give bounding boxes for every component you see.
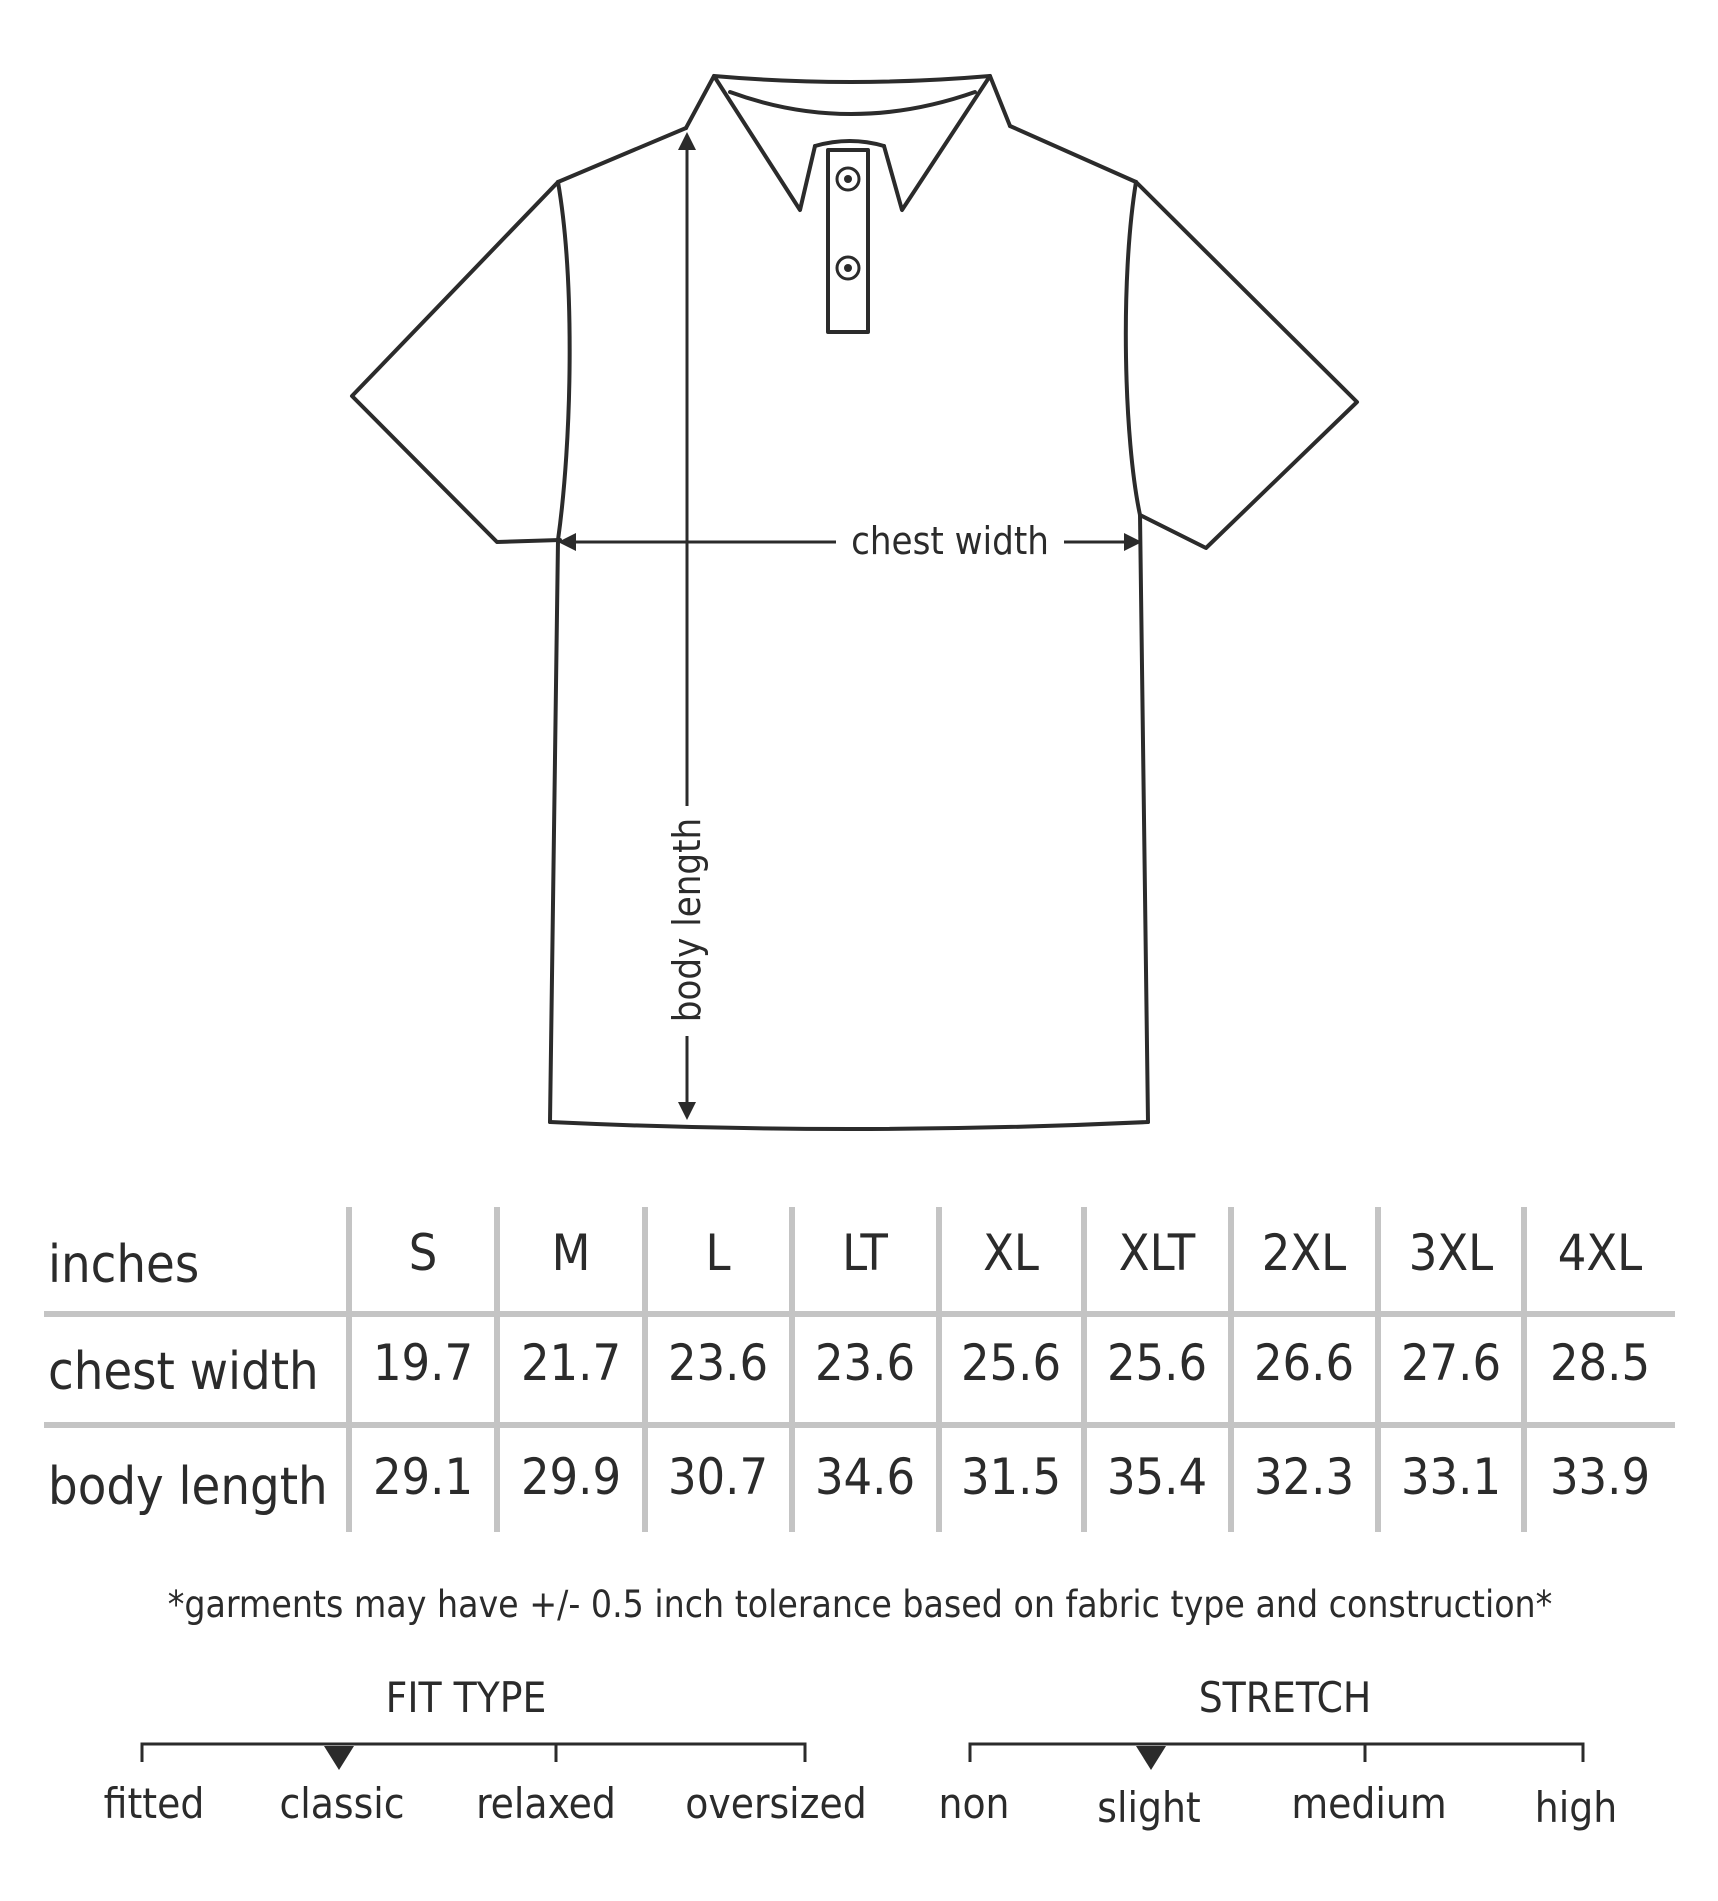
table-cell: 23.6 [667,1334,769,1392]
table-unit-label: inches [48,1235,200,1295]
table-cell: 30.7 [667,1448,769,1506]
fit-type-scale-line [142,1744,805,1762]
table-cell: 33.9 [1549,1448,1651,1506]
table-size-header: LT [842,1224,888,1282]
tolerance-note: *garments may have +/- 0.5 inch tolerance based on fabric type and construction* [167,1583,1553,1626]
fit-type-scale [104,1673,867,1828]
table-cell: 34.6 [814,1448,916,1506]
collar-right [884,76,1010,210]
table-cell: 25.6 [1106,1334,1208,1392]
right-sleeve [1136,182,1357,548]
body-length-label: body length [665,817,709,1023]
button-icon [837,168,859,190]
right-shoulder [1010,126,1136,182]
fit-type-title: FIT TYPE [385,1673,547,1722]
table-cell: 21.7 [520,1334,622,1392]
left-side-seam [550,182,570,1122]
table-cell: 23.6 [814,1334,916,1392]
left-sleeve [352,182,560,542]
table-cell: 25.6 [960,1334,1062,1392]
fit-type-option: fitted [103,1779,205,1828]
table-cell: 29.1 [372,1448,474,1506]
stretch-marker-icon [1136,1746,1166,1770]
fit-type-marker-icon [324,1746,354,1770]
stretch-scale [938,1673,1617,1832]
table-size-header: M [551,1224,591,1282]
stretch-option: high [1534,1783,1618,1832]
arrow-up-icon [678,132,696,150]
table-cell: 33.1 [1400,1448,1502,1506]
left-shoulder [558,128,686,182]
stretch-option-selected: slight [1097,1783,1201,1832]
table-row-label-chest-width: chest width [48,1342,319,1402]
size-table [44,1207,1675,1532]
table-cell: 28.5 [1549,1334,1651,1392]
arrow-down-icon [678,1102,696,1120]
table-cell: 26.6 [1253,1334,1355,1392]
table-size-header: S [408,1224,438,1282]
table-size-header: 2XL [1261,1224,1347,1282]
fit-type-option-selected: classic [279,1779,405,1828]
stretch-scale-line [970,1744,1583,1762]
table-size-header: XLT [1118,1224,1196,1282]
table-cell: 29.9 [520,1448,622,1506]
table-cell: 35.4 [1106,1448,1208,1506]
right-side-seam [1126,182,1148,1122]
table-cell: 32.3 [1253,1448,1355,1506]
collar-top [714,76,990,82]
hem [550,1122,1148,1129]
table-size-header: XL [983,1224,1039,1282]
table-cell: 31.5 [960,1448,1062,1506]
table-size-header: 4XL [1557,1224,1643,1282]
chest-width-label: chest width [851,519,1049,563]
collar-left [686,76,815,210]
table-size-header: L [705,1224,731,1282]
stretch-title: STRETCH [1198,1673,1372,1722]
table-cell: 27.6 [1400,1334,1502,1392]
collar-back [730,92,975,114]
polo-shirt-illustration [352,76,1357,1129]
stretch-option: non [938,1779,1010,1828]
button-icon [837,257,859,279]
chest-width-dimension [558,519,1142,563]
table-row-label-body-length: body length [48,1457,328,1517]
table-cell: 19.7 [372,1334,474,1392]
neckline [815,141,884,146]
fit-type-option: oversized [685,1779,867,1828]
body-length-dimension [665,132,709,1120]
table-size-header: 3XL [1408,1224,1494,1282]
arrow-left-icon [558,533,576,551]
stretch-option: medium [1291,1779,1447,1828]
fit-type-option: relaxed [476,1779,616,1828]
